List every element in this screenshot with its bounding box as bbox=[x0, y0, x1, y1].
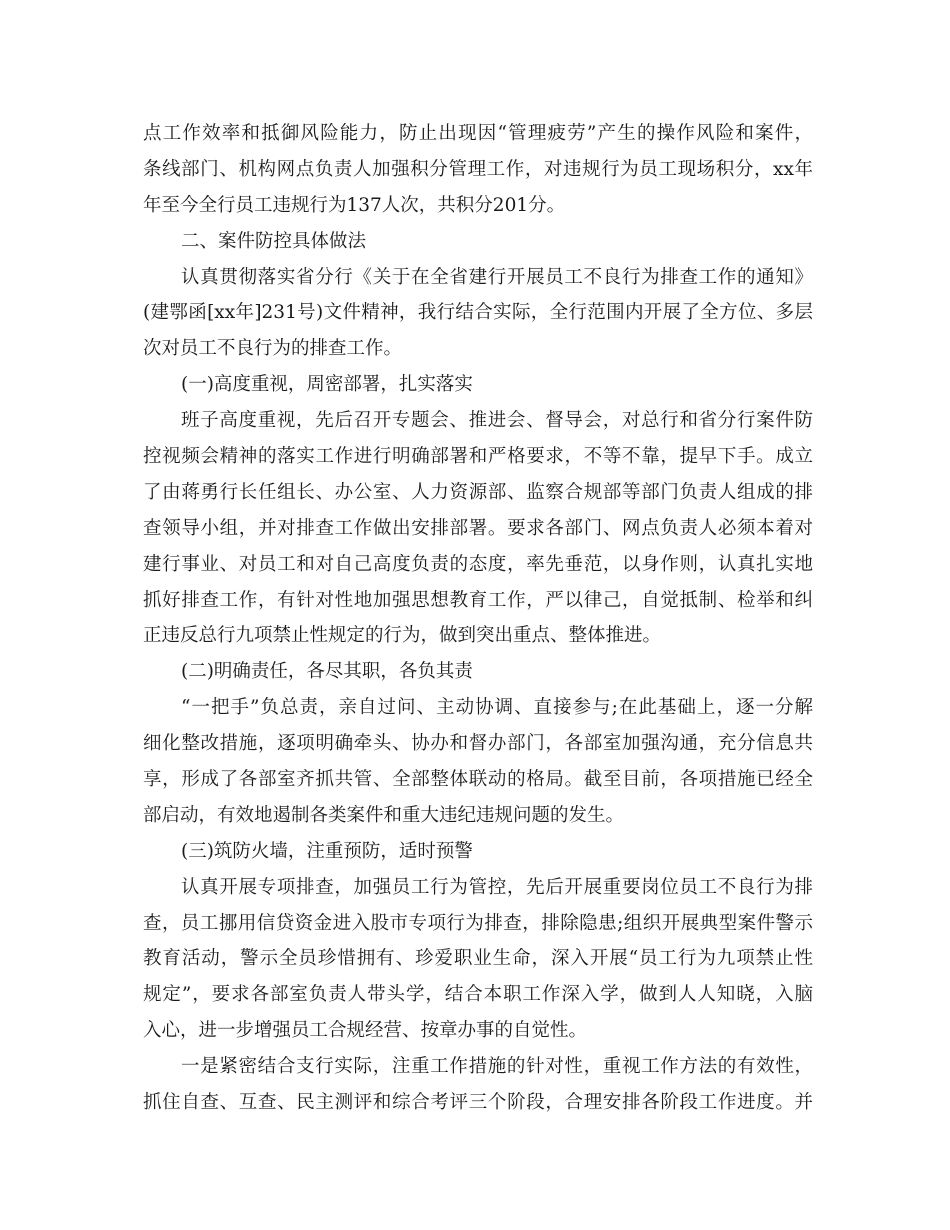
text-line: 班子高度重视，先后召开专题会、推进会、督导会，对总行和省分行案件防 bbox=[181, 410, 813, 432]
section-heading: 二、案件防控具体做法 bbox=[181, 230, 367, 252]
text-line: 年至今全行员工违规行为137人次，共积分201分。 bbox=[143, 194, 566, 216]
text-line: 认真开展专项排查，加强员工行为管控，先后开展重要岗位员工不良行为排 bbox=[181, 876, 813, 898]
document-body bbox=[143, 116, 813, 1121]
text-line: 正违反总行九项禁止性规定的行为，做到突出重点、整体推进。 bbox=[143, 625, 662, 647]
text-line: 点工作效率和抵御风险能力，防止出现因“管理疲劳”产生的操作风险和案件， bbox=[143, 123, 813, 144]
text-line: (建鄂函[xx年]231号)文件精神，我行结合实际，全行范围内开展了全方位、多层 bbox=[143, 302, 813, 324]
text-line: 抓好排查工作，有针对性地加强思想教育工作，严以律己，自觉抵制、检举和纠 bbox=[143, 589, 813, 611]
subsection-heading: (三)筑防火墙，注重预防，适时预警 bbox=[181, 840, 473, 862]
text-line: 入心，进一步增强员工合规经营、按章办事的自觉性。 bbox=[143, 1020, 588, 1042]
subsection-heading: (二)明确责任，各尽其职，各负其责 bbox=[181, 661, 473, 683]
text-line: 条线部门、机构网点负责人加强积分管理工作，对违规行为员工现场积分，xx年 bbox=[143, 158, 813, 180]
text-line: 查领导小组，并对排查工作做出安排部署。要求各部门、网点负责人必须本着对 bbox=[143, 517, 813, 539]
text-line: 一是紧密结合支行实际，注重工作措施的针对性，重视工作方法的有效性， bbox=[181, 1056, 813, 1078]
text-line: 了由蒋勇行长任组长、办公室、人力资源部、监察合规部等部门负责人组成的排 bbox=[143, 481, 813, 503]
text-line: 认真贯彻落实省分行《关于在全省建行开展员工不良行为排查工作的通知》 bbox=[181, 266, 813, 288]
subsection-heading: (一)高度重视，周密部署，扎实落实 bbox=[181, 374, 473, 396]
text-line: 享，形成了各部室齐抓共管、全部整体联动的格局。截至目前，各项措施已经全 bbox=[143, 769, 813, 791]
text-line: 规定”，要求各部室负责人带头学，结合本职工作深入学，做到人人知晓，入脑 bbox=[143, 984, 813, 1006]
text-line: 控视频会精神的落实工作进行明确部署和严格要求，不等不靠，提早下手。成立 bbox=[143, 446, 813, 468]
text-line: 查，员工挪用信贷资金进入股市专项行为排查，排除隐患;组织开展典型案件警示 bbox=[143, 912, 813, 934]
text-line: 部启动，有效地遏制各类案件和重大违纪违规问题的发生。 bbox=[143, 804, 625, 826]
text-line: 建行事业、对员工和对自己高度负责的态度，率先垂范，以身作则，认真扎实地 bbox=[143, 553, 813, 575]
text-line: 抓住自查、互查、民主测评和综合考评三个阶段，合理安排各阶段工作进度。并 bbox=[143, 1092, 813, 1114]
text-line: 细化整改措施，逐项明确牵头、协办和督办部门，各部室加强沟通，充分信息共 bbox=[143, 733, 813, 755]
text-line: 次对员工不良行为的排查工作。 bbox=[143, 338, 403, 360]
text-line: “一把手”负总责，亲自过问、主动协调、直接参与;在此基础上，逐一分解 bbox=[181, 697, 813, 719]
text-line: 教育活动，警示全员珍惜拥有、珍爱职业生命，深入开展“员工行为九项禁止性 bbox=[143, 948, 813, 970]
